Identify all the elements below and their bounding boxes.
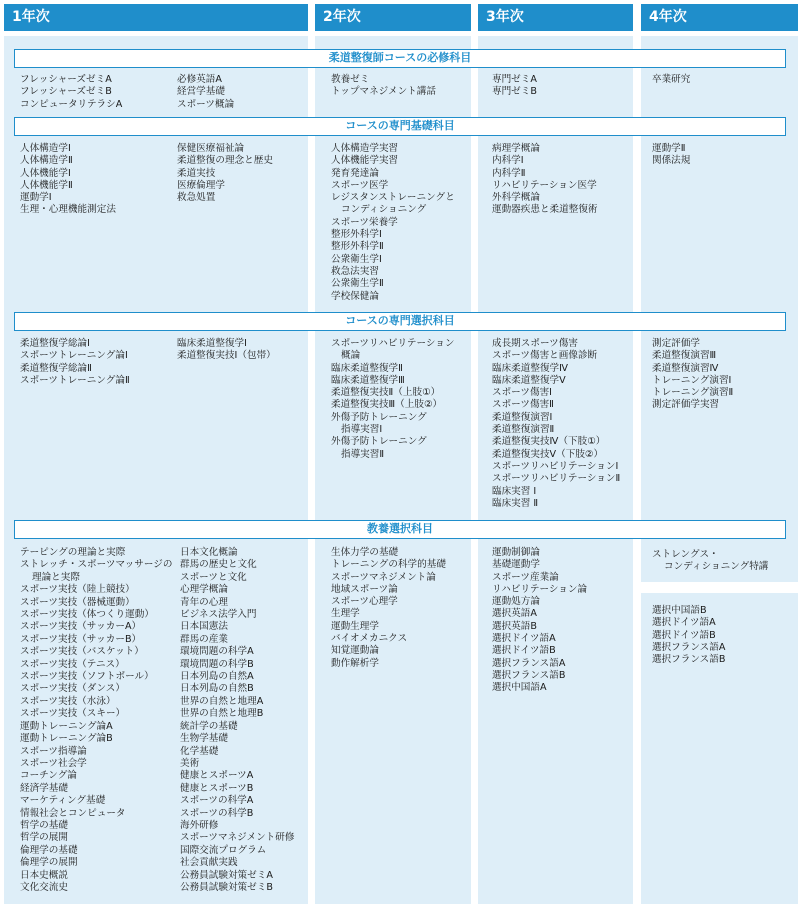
- course-item: 選択ドイツ語B: [492, 645, 556, 657]
- course-item: 社会貢献実践: [180, 857, 238, 869]
- course-item: 文化交流史: [20, 881, 68, 893]
- course-item: リハビリテーション医学: [492, 179, 597, 191]
- course-item: 選択フランス語B: [652, 654, 726, 666]
- course-item: スポーツ産業論: [492, 571, 559, 583]
- course-item: 臨床柔道整復学Ⅴ: [492, 374, 566, 386]
- course-item: スポーツトレーニング論Ⅰ: [20, 350, 128, 362]
- course-item: 日本文化概論: [180, 547, 238, 558]
- course-item: 柔道実技: [177, 167, 216, 179]
- course-item: 運動器疾患と柔道整復術: [492, 204, 598, 216]
- course-item: スポーツ実技（スキー）: [20, 708, 126, 720]
- course-item: スポーツ心理学: [331, 596, 398, 608]
- course-item: 人体機能学実習: [331, 155, 399, 167]
- course-item: 日本史概説: [20, 869, 68, 881]
- course-item: 統計学の基礎: [180, 720, 238, 732]
- required-year2-list: [331, 74, 436, 99]
- course-item: スポーツリハビリテーションⅡ: [492, 473, 621, 485]
- elective-year1-list-a: [20, 338, 130, 387]
- course-item: 人体構造学Ⅱ: [20, 155, 73, 167]
- course-item: 柔道整復演習Ⅱ: [492, 424, 555, 436]
- basic-year1-list-a: [20, 143, 116, 217]
- course-item: 専門ゼミB: [492, 86, 537, 98]
- year-header-1: 1年次: [4, 4, 308, 31]
- course-item: 専門ゼミA: [492, 74, 537, 85]
- course-item: 救急法実習: [331, 265, 379, 277]
- course-item: 運動生理学: [331, 620, 379, 632]
- course-item: 日本国憲法: [180, 621, 228, 633]
- section-title-required: 柔道整復師コースの必修科目: [14, 49, 786, 68]
- course-item: 人体構造学実習: [331, 143, 399, 154]
- section-title-basic: コースの専門基礎科目: [14, 117, 786, 136]
- course-item: 選択フランス語A: [652, 641, 726, 653]
- liberal-year4-list-b: [652, 605, 725, 666]
- course-item: 柔道整復実技Ⅰ（包帯）: [177, 350, 276, 362]
- course-item: スポーツ医学: [331, 179, 389, 191]
- course-item: 指導実習Ⅰ: [341, 424, 383, 436]
- required-year3-list: [492, 74, 537, 99]
- course-item: 人体機能学Ⅱ: [20, 179, 73, 191]
- course-item: ストレッチ・スポーツマッサージの: [20, 559, 173, 571]
- course-item: 臨床柔道整復学Ⅲ: [331, 374, 405, 386]
- course-item: 海外研修: [180, 819, 219, 831]
- course-item: 選択ドイツ語A: [492, 633, 556, 645]
- course-item: 世界の自然と地理A: [180, 695, 264, 707]
- course-item: コンディショニング: [341, 204, 427, 216]
- course-item: 公務員試験対策ゼミB: [180, 881, 273, 893]
- course-item: 発育発達論: [331, 167, 379, 179]
- course-item: 化学基礎: [180, 745, 219, 757]
- course-item: 保健医療福祉論: [177, 143, 245, 154]
- course-item: スポーツ傷害Ⅰ: [492, 387, 553, 399]
- course-item: 環境問題の科学A: [180, 646, 254, 658]
- course-item: 整形外科学Ⅰ: [331, 229, 382, 241]
- course-item: 経済学基礎: [20, 782, 68, 794]
- course-item: 整形外科学Ⅱ: [331, 241, 384, 253]
- course-item: 公衆衛生学Ⅱ: [331, 278, 384, 290]
- course-item: 倫理学の展開: [20, 857, 78, 869]
- course-item: スポーツリハビリテーションⅠ: [492, 460, 619, 472]
- course-item: 教養ゼミ: [331, 74, 370, 85]
- course-item: 基礎運動学: [492, 559, 540, 571]
- course-item: 人体機能学Ⅰ: [20, 167, 71, 179]
- course-item: スポーツ概論: [177, 98, 235, 110]
- course-item: 情報社会とコンピュータ: [20, 807, 126, 819]
- course-item: 地域スポーツ論: [331, 583, 398, 595]
- course-item: 病理学概論: [492, 143, 540, 154]
- course-item: 理論と実際: [32, 571, 80, 583]
- liberal-year2-list: [331, 547, 446, 670]
- liberal-year1-list-a: [20, 547, 172, 894]
- course-item: 内科学Ⅰ: [492, 155, 524, 167]
- course-item: 柔道整復実技Ⅴ（下肢②）: [492, 448, 604, 460]
- course-item: 選択フランス語B: [492, 669, 566, 681]
- course-item: ストレングス・: [652, 549, 719, 560]
- course-item: 運動処方論: [492, 596, 540, 608]
- course-item: トレーニングの科学的基礎: [331, 559, 446, 571]
- course-item: 公務員試験対策ゼミA: [180, 869, 273, 881]
- course-item: 哲学の基礎: [20, 819, 68, 831]
- required-year1-list-b: [177, 74, 234, 111]
- course-item: スポーツ実技（体つくり運動）: [20, 609, 154, 621]
- elective-year4-list: [652, 338, 733, 412]
- course-item: 国際交流プログラム: [180, 844, 267, 856]
- basic-year2-list: [331, 143, 455, 303]
- course-item: スポーツマネジメント研修: [180, 832, 295, 844]
- course-item: 柔道整復演習Ⅲ: [652, 350, 717, 362]
- year-header-4: 4年次: [641, 4, 798, 31]
- course-item: 知覚運動論: [331, 645, 379, 657]
- liberal-year3-list: [492, 547, 587, 695]
- course-item: トレーニング演習Ⅱ: [652, 387, 734, 399]
- course-item: 指導実習Ⅱ: [341, 448, 385, 460]
- liberal-year4-list-a: [652, 549, 768, 574]
- course-item: 公衆衛生学Ⅰ: [331, 253, 382, 265]
- course-item: トレーニング演習Ⅰ: [652, 374, 732, 386]
- course-item: スポーツ指導論: [20, 745, 87, 757]
- course-item: トップマネジメント講話: [331, 86, 436, 98]
- course-item: コンディショニング特講: [664, 561, 769, 573]
- course-item: 運動学Ⅰ: [20, 192, 52, 204]
- course-item: 群馬の産業: [180, 633, 228, 645]
- course-item: 学校保健論: [331, 290, 379, 302]
- basic-year3-list: [492, 143, 598, 217]
- course-item: 柔道整復実技Ⅱ（上肢①）: [331, 387, 441, 399]
- course-item: 外傷予防トレーニング: [331, 436, 427, 448]
- course-item: 運動トレーニング論B: [20, 733, 113, 745]
- course-item: スポーツ傷害と画像診断: [492, 350, 598, 362]
- liberal-year1-list-b: [180, 547, 294, 894]
- year-header-3: 3年次: [478, 4, 633, 31]
- course-item: 測定評価学実習: [652, 399, 720, 411]
- course-item: 卒業研究: [652, 74, 691, 85]
- course-item: 生体力学の基礎: [331, 547, 399, 558]
- course-item: スポーツ実技（ダンス）: [20, 683, 125, 695]
- course-item: スポーツ栄養学: [331, 216, 398, 228]
- course-item: 心理学概論: [180, 584, 228, 596]
- required-year4-list: [652, 74, 690, 86]
- course-item: テーピングの理論と実際: [20, 547, 126, 558]
- course-item: 運動トレーニング論A: [20, 720, 113, 732]
- course-item: スポーツ実技（サッカーA）: [20, 621, 142, 633]
- course-item: ビジネス法学入門: [180, 609, 257, 621]
- course-item: 選択中国語A: [492, 682, 547, 694]
- course-item: 柔道整復実技Ⅳ（下肢①）: [492, 436, 606, 448]
- course-item: 成長期スポーツ傷害: [492, 338, 578, 349]
- course-item: コンピュータリテラシA: [20, 98, 123, 110]
- course-item: 世界の自然と地理B: [180, 708, 264, 720]
- section-title-liberal: 教養選択科目: [14, 520, 786, 539]
- course-item: コーチング論: [20, 770, 77, 782]
- course-item: スポーツリハビリテーション: [331, 338, 455, 349]
- basic-year1-list-b: [177, 143, 273, 204]
- course-item: 臨床柔道整復学Ⅰ: [177, 338, 247, 349]
- course-item: 外科学概論: [492, 192, 540, 204]
- course-item: 人体構造学Ⅰ: [20, 143, 71, 154]
- elective-year2-list: [331, 338, 454, 461]
- course-item: 動作解析学: [331, 657, 379, 669]
- course-item: 柔道整復学総論Ⅱ: [20, 362, 92, 374]
- course-item: フレッシャーズゼミB: [20, 86, 112, 98]
- course-item: スポーツ実技（サッカーB）: [20, 633, 142, 645]
- course-item: 臨床実習 Ⅱ: [492, 497, 539, 509]
- course-item: バイオメカニクス: [331, 633, 408, 645]
- course-item: 健康とスポーツA: [180, 770, 254, 782]
- course-item: フレッシャーズゼミA: [20, 74, 112, 85]
- elective-year1-list-b: [177, 338, 276, 363]
- course-item: 美術: [180, 757, 200, 769]
- course-item: 柔道整復演習Ⅰ: [492, 411, 553, 423]
- course-item: 生理・心理機能測定法: [20, 204, 116, 216]
- course-item: スポーツ実技（器械運動）: [20, 596, 135, 608]
- course-item: マーケティング基礎: [20, 795, 106, 807]
- course-item: 生物学基礎: [180, 733, 228, 745]
- basic-year4-list: [652, 143, 690, 168]
- course-item: 測定評価学: [652, 338, 700, 349]
- course-item: 倫理学の基礎: [20, 844, 78, 856]
- course-item: スポーツ実技（水泳）: [20, 695, 116, 707]
- course-item: 経営学基礎: [177, 86, 225, 98]
- course-item: 臨床柔道整復学Ⅱ: [331, 362, 403, 374]
- course-item: 哲学の展開: [20, 832, 68, 844]
- course-item: 臨床柔道整復学Ⅳ: [492, 362, 569, 374]
- course-item: 選択フランス語A: [492, 657, 566, 669]
- course-item: スポーツ社会学: [20, 757, 87, 769]
- course-item: 選択ドイツ語A: [652, 617, 716, 629]
- course-item: スポーツの科学B: [180, 807, 254, 819]
- course-item: 選択ドイツ語B: [652, 629, 716, 641]
- course-item: 救急処置: [177, 192, 216, 204]
- course-item: スポーツと文化: [180, 571, 247, 583]
- course-item: 日本列島の自然A: [180, 671, 254, 683]
- course-item: 柔道整復の理念と歴史: [177, 155, 273, 167]
- course-item: 柔道整復演習Ⅳ: [652, 362, 719, 374]
- section-title-elective: コースの専門選択科目: [14, 312, 786, 331]
- course-item: スポーツ実技（バスケット）: [20, 646, 144, 658]
- elective-year3-list: [492, 338, 620, 510]
- course-item: 日本列島の自然B: [180, 683, 254, 695]
- course-item: 健康とスポーツB: [180, 782, 254, 794]
- course-item: 柔道整復学総論Ⅰ: [20, 338, 90, 349]
- course-item: リハビリテーション論: [492, 583, 588, 595]
- course-item: 柔道整復実技Ⅲ（上肢②）: [331, 399, 443, 411]
- course-item: スポーツ実技（陸上競技）: [20, 584, 135, 596]
- course-item: 医療倫理学: [177, 179, 225, 191]
- course-item: スポーツ実技（テニス）: [20, 658, 125, 670]
- course-item: 選択中国語B: [652, 605, 707, 616]
- course-item: スポーツトレーニング論Ⅱ: [20, 374, 130, 386]
- course-item: 運動制御論: [492, 547, 540, 558]
- course-item: スポーツ実技（ソフトボール）: [20, 671, 154, 683]
- course-item: 概論: [341, 350, 361, 362]
- course-item: 選択英語A: [492, 608, 537, 620]
- course-item: 運動学Ⅱ: [652, 143, 686, 154]
- required-year1-list-a: [20, 74, 122, 111]
- course-item: 生理学: [331, 608, 360, 620]
- course-item: 青年の心理: [180, 596, 228, 608]
- course-item: 必修英語A: [177, 74, 222, 85]
- course-item: 群馬の歴史と文化: [180, 559, 257, 571]
- course-item: 臨床実習 Ⅰ: [492, 485, 537, 497]
- course-item: スポーツの科学A: [180, 795, 254, 807]
- course-item: 内科学Ⅱ: [492, 167, 526, 179]
- course-item: スポーツ傷害Ⅱ: [492, 399, 554, 411]
- course-item: 外傷予防トレーニング: [331, 411, 427, 423]
- year-header-2: 2年次: [315, 4, 471, 31]
- course-item: 環境問題の科学B: [180, 658, 254, 670]
- course-item: 選択英語B: [492, 620, 537, 632]
- course-item: 関係法規: [652, 155, 691, 167]
- course-item: スポーツマネジメント論: [331, 571, 436, 583]
- course-item: レジスタンストレーニングと: [331, 192, 455, 204]
